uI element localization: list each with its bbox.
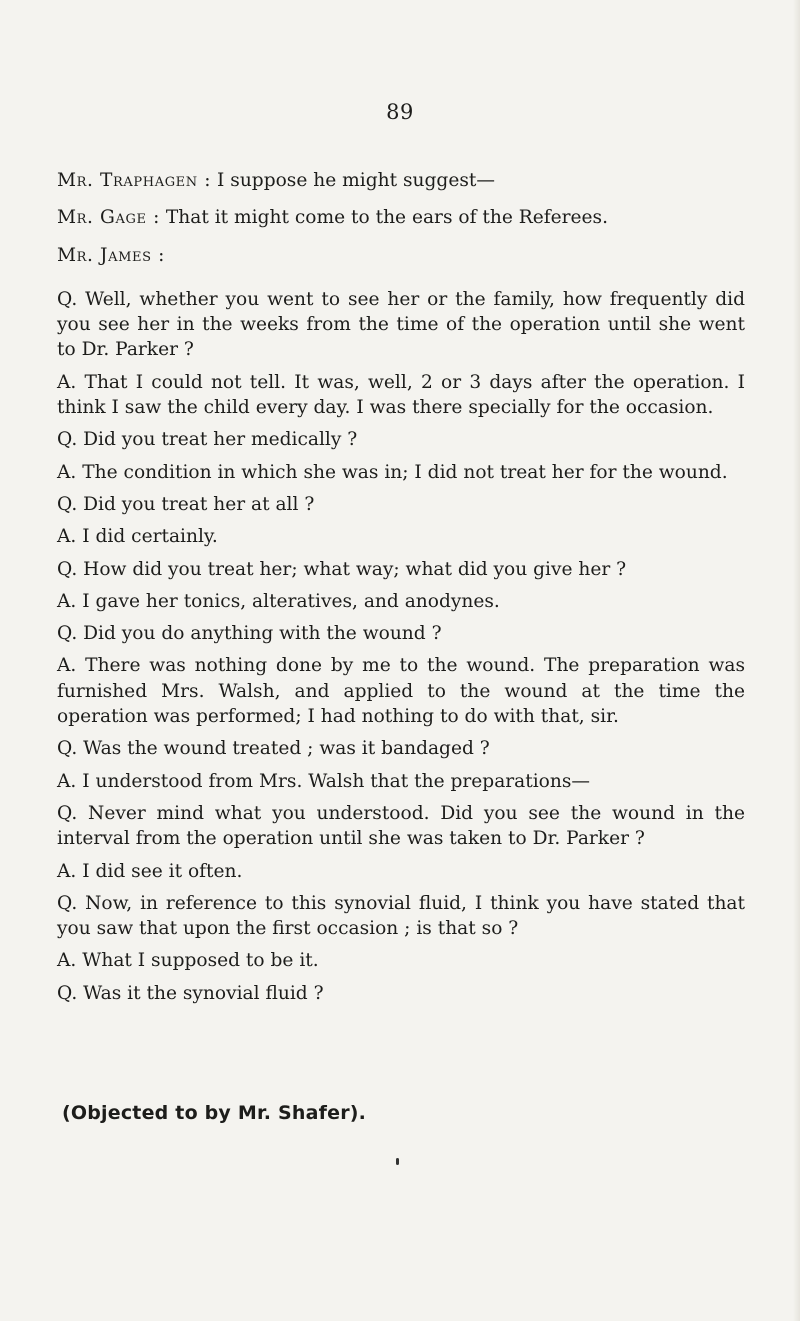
qa-paragraph: Q. Well, whether you went to see her or the family, how frequently did you see her in the weeks from the time of the operation until she went to Dr. Parker ?	[57, 288, 745, 361]
speaker-statement-gage	[57, 205, 745, 230]
qa-paragraph: A. I understood from Mrs. Walsh that the preparations—	[57, 770, 590, 792]
qa-paragraph: Q. Was the wound treated ; was it bandaged ?	[57, 738, 490, 760]
qa-paragraph: A. What I supposed to be it.	[57, 950, 319, 972]
qa-paragraph: Q. Did you treat her at all ?	[57, 493, 315, 515]
ink-speck	[396, 1158, 399, 1165]
speaker-name: Mr. Gage :	[57, 207, 160, 229]
qa-paragraph: Q. Never mind what you understood. Did you see the wound in the interval from the operation until she was taken to Dr. Parker ?	[57, 802, 745, 850]
qa-paragraph: Q. Did you treat her medically ?	[57, 429, 358, 451]
statement-text: I suppose he might suggest—	[211, 170, 495, 191]
speaker-name: Mr. Traphagen :	[57, 170, 212, 191]
speaker-name: Mr. James :	[57, 244, 165, 266]
qa-paragraph: A. I did see it often.	[57, 860, 243, 882]
page-edge-shadow	[793, 0, 800, 1321]
qa-paragraph: Q. Now, in reference to this synovial fluid, I think you have stated that you saw that upon the first occasion ; is that so ?	[57, 892, 745, 940]
transcript-body	[57, 168, 745, 1013]
speaker-statement-traphagen	[57, 168, 745, 193]
statement-text: That it might come to the ears of the Referees.	[159, 207, 608, 229]
qa-paragraph: A. I gave her tonics, alteratives, and anodynes.	[57, 590, 500, 612]
speaker-statement-james	[57, 243, 745, 268]
qa-paragraph: Q. Was it the synovial fluid ?	[57, 982, 324, 1004]
page-number: 89	[386, 100, 414, 124]
qa-paragraph: A. The condition in which she was in; I did not treat her for the wound.	[57, 461, 728, 483]
qa-paragraph: A. There was nothing done by me to the wound. The preparation was furnished Mrs. Walsh, and applied to the wound at the time the operation was performed; I had nothing to do with that, sir.	[57, 655, 745, 728]
qa-paragraph: Q. Did you do anything with the wound ?	[57, 623, 442, 645]
qa-paragraph: Q. How did you treat her; what way; what did you give her ?	[57, 558, 627, 580]
qa-paragraph: A. That I could not tell. It was, well, 2 or 3 days after the operation. I think I saw the child every day. I was there specially for the occasion.	[57, 371, 745, 419]
objection-note: (Objected to by Mr. Shafer).	[62, 1102, 367, 1124]
qa-paragraph: A. I did certainly.	[57, 526, 218, 548]
